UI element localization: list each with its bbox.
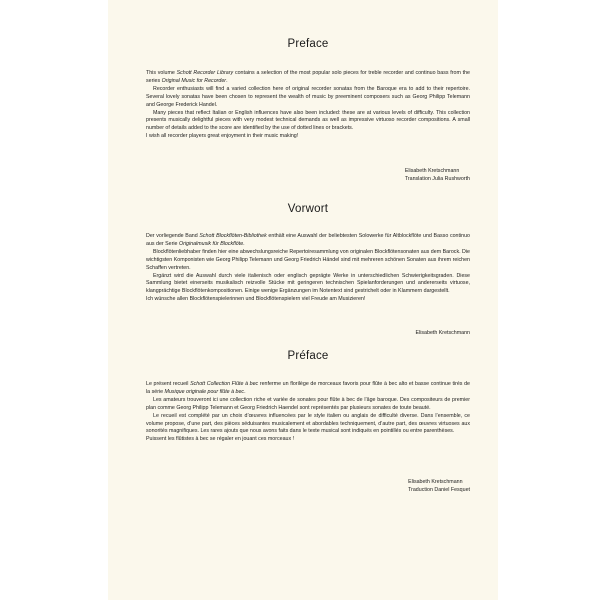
paragraph: Ich wünsche allen Blockflötenspielerinnen und Blockflötenspielern viel Freude am Musizieren! [146,296,366,303]
section-body-french [146,381,470,444]
paragraph: Der vorliegende Band Schott Blockflöten-Bibliothek enthält eine Auswahl der beliebtesten Solowerke für Altblockflöte und Basso continuo aus der Serie Originalmusik für Blockflöte. [146,233,470,247]
paragraph: This volume Schott Recorder Library contains a selection of the most popular solo pieces for treble recorder and continuo bass from the series Original Music for Recorder. [146,70,470,84]
paragraph: Recorder enthusiasts will find a varied collection here of original recorder sonatas from the Baroque era to add to their repertoire. Several lovely sonatas have been chosen to represent the wealth of music by preeminent composers such as Georg Philipp Telemann and George Frederick Handel. [146,85,470,108]
signature-block-french [408,479,470,495]
paragraph: Many pieces that reflect Italian or English influences have also been included: these are at various levels of difficulty. This collection presents musically delightful pieces with very modest technical demands as well as impressive virtuoso recorder compositions. A small number of details added to the score are identified by the use of dotted lines or brackets. [146,109,470,132]
section-heading-german: Vorwort [287,203,329,215]
signature-block-german [416,330,470,338]
paragraph: Le présent recueil Schott Collection Flûte à bec renferme un florilège de morceaux favoris pour flûte à bec alto et basse continue tirés de la série Musique originale pour flûte à bec. [146,381,470,395]
section-body-english [146,70,470,141]
translator-name: Translation Julia Rushworth [404,175,470,182]
author-name: Elisabeth Kretschmann [415,330,470,336]
paragraph: I wish all recorder players great enjoyment in their music making! [146,133,299,140]
translator-name: Traduction Daniel Fesquet [408,486,470,493]
signature-block-english [405,168,470,184]
section-body-german [146,233,470,304]
paragraph: Puissent les flûtistes à bec se régaler en jouant ces morceaux ! [146,436,295,443]
paragraph: Blockflötenliebhaber finden hier eine abwechslungsreiche Repertoiresammlung von originalen Blockflötensonaten aus dem Barock. Die wichtigsten Komponisten wie Georg Philipp Telemann und Georg Friedrich Händel sind mit mehreren schönen Sonaten aus ihrem reichen Schaffen vertreten. [146,248,470,271]
paragraph: Ergänzt wird die Auswahl durch viele italienisch oder englisch geprägte Werke in unterschiedlichen Schwierigkeitsgraden. Diese Sammlung bietet einerseits musikalisch reizvolle Stücke mit geringeren technischen Spielanforderungen und andererseits virtuose, klangprächtige Blockflötenkompositionen. Einige wenige Ergänzungen im Notentext sind gestrichelt oder in Klammern dargestellt. [146,272,470,295]
section-heading-english: Preface [287,38,329,50]
paragraph: Les amateurs trouveront ici une collection riche et variée de sonates pour flûte à bec de l’âge baroque. Des compositeurs de premier plan comme Georg Philipp Telemann et Georg Friedrich Haendel sont représentés par plusieurs sonates de toute beauté. [146,396,470,411]
author-name: Elisabeth Kretschmann [404,168,460,174]
author-name: Elisabeth Kretschmann [408,479,463,485]
paragraph: Le recueil est complété par un choix d’œuvres influencées par le style italien ou anglais de difficulté diverse. Dans l’ensemble, ce volume propose, d’une part, des pièces séduisantes musicalement et abordables techniquement, d’autre part, des œuvres virtuoses aux sonorités magnifiques. Les rares ajouts que nous avons faits dans le texte musical sont indiqués en pointillés ou entre parenthèses. [146,412,470,435]
section-heading-french: Préface [287,350,329,362]
